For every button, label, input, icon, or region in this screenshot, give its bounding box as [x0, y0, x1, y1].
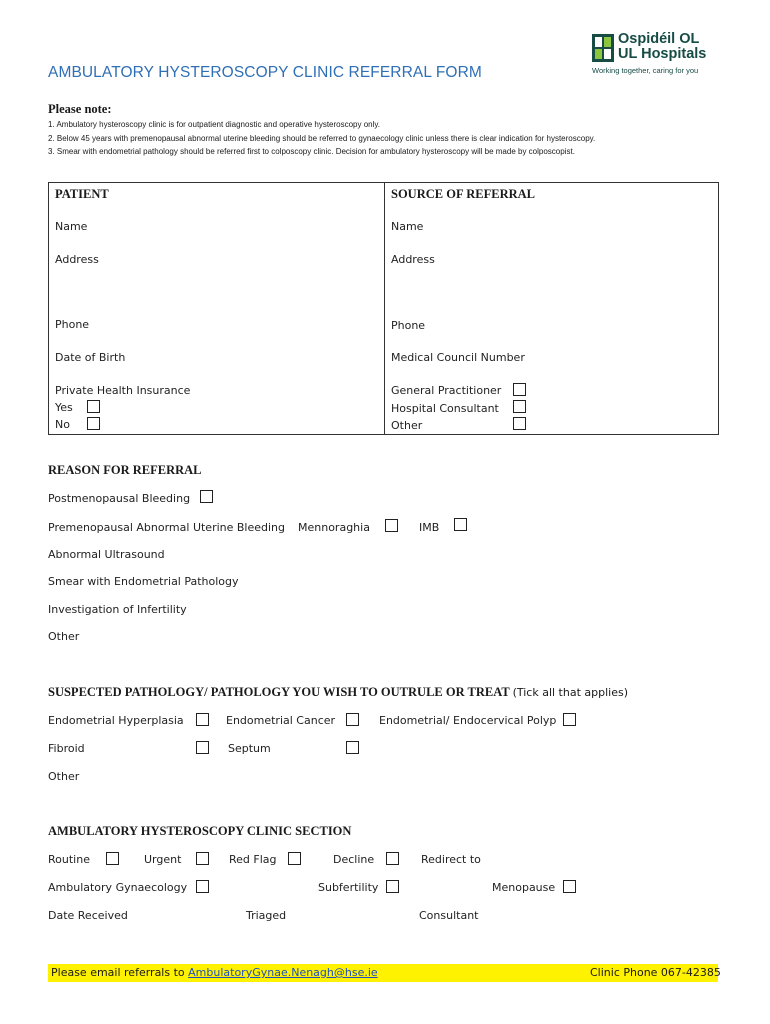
mennoraghia-label: Mennoraghia: [298, 521, 370, 534]
triaged-field[interactable]: Triaged: [246, 909, 287, 922]
medical-council-number-field[interactable]: Medical Council Number: [391, 351, 525, 364]
menopause-label: Menopause: [492, 881, 556, 894]
routine-label: Routine: [48, 853, 90, 866]
source-name-field[interactable]: Name: [391, 220, 424, 233]
patient-phone-field[interactable]: Phone: [55, 318, 90, 331]
notes-heading: Please note:: [48, 102, 112, 116]
pathology-heading-text: SUSPECTED PATHOLOGY/ PATHOLOGY YOU WISH TO OUTRULE OR TREAT: [48, 685, 510, 699]
source-heading: SOURCE OF REFERRAL: [391, 187, 535, 201]
premenopausal-label: Premenopausal Abnormal Uterine Bleeding: [48, 521, 286, 534]
reason-other-field[interactable]: Other: [48, 630, 80, 643]
fibroid-label: Fibroid: [48, 742, 85, 755]
patient-address-field[interactable]: Address: [55, 253, 99, 266]
date-received-field[interactable]: Date Received: [48, 909, 128, 922]
logo-text-line2: UL Hospitals: [618, 46, 707, 62]
gp-checkbox[interactable]: [513, 383, 526, 396]
polyp-label: Endometrial/ Endocervical Polyp: [379, 714, 557, 727]
consultant-label: Hospital Consultant: [391, 402, 499, 415]
imb-checkbox[interactable]: [454, 518, 467, 531]
note-item-3: 3. Smear with endometrial pathology should be referred first to colposcopy clinic. Decision for ambulatory hysteroscopy will be made by colposcopist.: [48, 147, 575, 156]
table-divider: [384, 182, 385, 435]
fibroid-checkbox[interactable]: [196, 741, 209, 754]
reason-heading: REASON FOR REFERRAL: [48, 463, 202, 477]
cancer-checkbox[interactable]: [346, 713, 359, 726]
clinic-heading: AMBULATORY HYSTEROSCOPY CLINIC SECTION: [48, 824, 352, 838]
menopause-checkbox[interactable]: [563, 880, 576, 893]
hospital-logo: [592, 32, 722, 80]
urgent-label: Urgent: [144, 853, 182, 866]
redflag-checkbox[interactable]: [288, 852, 301, 865]
footer-email-prefix: Please email referrals to: [51, 966, 189, 979]
insurance-no-label: No: [55, 418, 70, 431]
pathology-heading: [48, 685, 628, 700]
routine-checkbox[interactable]: [106, 852, 119, 865]
subfertility-checkbox[interactable]: [386, 880, 399, 893]
ambulatory-gynaecology-checkbox[interactable]: [196, 880, 209, 893]
infertility-field[interactable]: Investigation of Infertility: [48, 603, 187, 616]
smear-field[interactable]: Smear with Endometrial Pathology: [48, 575, 239, 588]
redflag-label: Red Flag: [229, 853, 277, 866]
note-item-2: 2. Below 45 years with premenopausal abnormal uterine bleeding should be referred to gynaecology clinic unless there is clear indication for hysteroscopy.: [48, 134, 596, 143]
patient-dob-field[interactable]: Date of Birth: [55, 351, 126, 364]
pathology-tick-note: (Tick all that applies): [512, 686, 628, 699]
insurance-yes-label: Yes: [55, 401, 73, 414]
urgent-checkbox[interactable]: [196, 852, 209, 865]
postmenopausal-label: Postmenopausal Bleeding: [48, 492, 191, 505]
logo-icon: [592, 34, 614, 62]
postmenopausal-checkbox[interactable]: [200, 490, 213, 503]
consultant-field[interactable]: Consultant: [419, 909, 479, 922]
redirect-field[interactable]: Redirect to: [421, 853, 481, 866]
source-address-field[interactable]: Address: [391, 253, 435, 266]
cancer-label: Endometrial Cancer: [226, 714, 336, 727]
septum-checkbox[interactable]: [346, 741, 359, 754]
clinic-phone: Clinic Phone 067-42385: [590, 966, 721, 979]
source-other-label: Other: [391, 419, 423, 432]
hyperplasia-label: Endometrial Hyperplasia: [48, 714, 184, 727]
email-link[interactable]: AmbulatoryGynae.Nenagh@hse.ie: [188, 966, 378, 979]
septum-label: Septum: [228, 742, 271, 755]
polyp-checkbox[interactable]: [563, 713, 576, 726]
mennoraghia-checkbox[interactable]: [385, 519, 398, 532]
patient-heading: PATIENT: [55, 187, 109, 201]
imb-label: IMB: [419, 521, 440, 534]
footer-email-text: [51, 966, 378, 979]
consultant-checkbox[interactable]: [513, 400, 526, 413]
logo-tagline: Working together, caring for you: [592, 66, 699, 75]
note-item-1: 1. Ambulatory hysteroscopy clinic is for outpatient diagnostic and operative hysteroscopy only.: [48, 120, 381, 129]
gp-label: General Practitioner: [391, 384, 502, 397]
hyperplasia-checkbox[interactable]: [196, 713, 209, 726]
decline-checkbox[interactable]: [386, 852, 399, 865]
insurance-yes-checkbox[interactable]: [87, 400, 100, 413]
ambulatory-gynaecology-label: Ambulatory Gynaecology: [48, 881, 188, 894]
patient-name-field[interactable]: Name: [55, 220, 88, 233]
abnormal-ultrasound-field[interactable]: Abnormal Ultrasound: [48, 548, 165, 561]
pathology-other-field[interactable]: Other: [48, 770, 80, 783]
source-other-checkbox[interactable]: [513, 417, 526, 430]
source-phone-field[interactable]: Phone: [391, 319, 426, 332]
form-title: AMBULATORY HYSTEROSCOPY CLINIC REFERRAL FORM: [48, 64, 482, 81]
subfertility-label: Subfertility: [318, 881, 379, 894]
insurance-label: Private Health Insurance: [55, 384, 191, 397]
logo-text-line1: Ospidéil OL: [618, 31, 700, 47]
insurance-no-checkbox[interactable]: [87, 417, 100, 430]
decline-label: Decline: [333, 853, 375, 866]
